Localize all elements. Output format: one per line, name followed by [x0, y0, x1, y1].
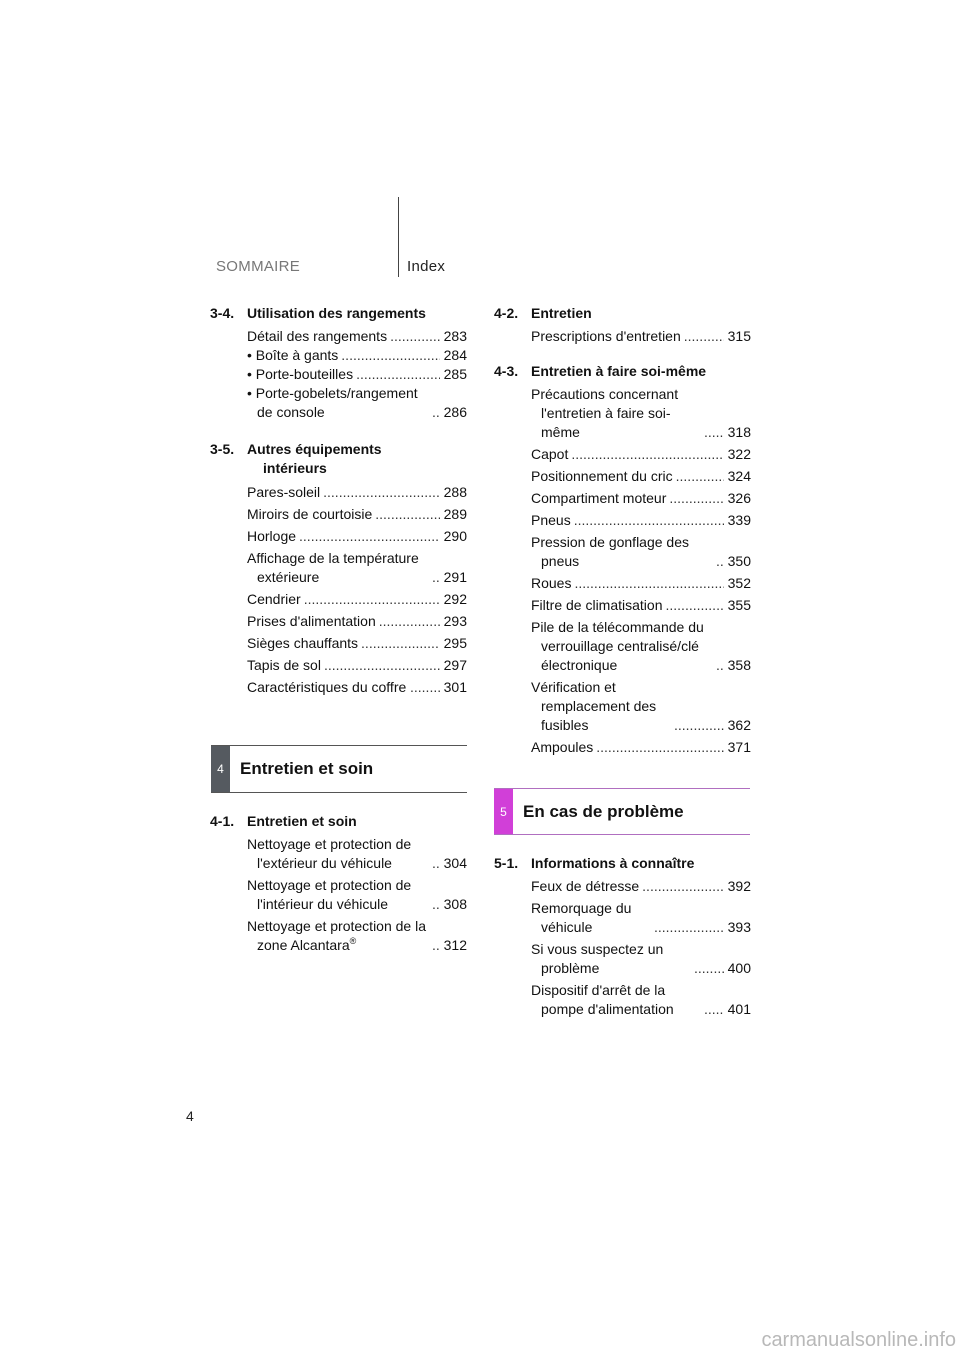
entry-page: 400: [727, 960, 751, 976]
entry-page: 315: [727, 328, 751, 344]
toc-entry[interactable]: [531, 596, 751, 615]
chapter-title: Entretien et soin: [240, 759, 374, 778]
toc-entry[interactable]: [531, 511, 751, 530]
toc-entry[interactable]: [247, 634, 467, 653]
toc-entry[interactable]: [247, 327, 467, 346]
toc-entry[interactable]: [247, 678, 467, 697]
toc-entry[interactable]: [247, 590, 467, 609]
entry-label: Nettoyage et protection de l'intérieur du véhicule: [247, 877, 412, 912]
entry-label: Tapis de sol: [247, 657, 321, 673]
page-number: 4: [186, 1108, 194, 1124]
section-title: Entretien et soin: [247, 813, 357, 829]
toc-entry[interactable]: [531, 533, 751, 571]
entry-page: 355: [727, 597, 751, 613]
toc-entry[interactable]: [247, 527, 467, 546]
entry-label: Prescriptions d'entretien: [531, 328, 681, 344]
entry-page: 350: [727, 553, 751, 569]
toc-entry[interactable]: [531, 877, 751, 896]
index-link[interactable]: Index: [407, 258, 446, 275]
toc-entry[interactable]: [247, 835, 467, 873]
toc-entry[interactable]: [247, 612, 467, 631]
section-title: Utilisation des rangements: [247, 305, 426, 321]
entry-label: Si vous suspectez un problème: [531, 941, 664, 976]
entry-page: 304: [443, 855, 467, 871]
toc-section-4-3[interactable]: [494, 362, 751, 381]
entry-page: 286: [443, 404, 467, 420]
toc-entry[interactable]: [247, 876, 467, 914]
entry-page: 312: [443, 937, 467, 953]
section-title: Informations à connaître: [531, 855, 695, 871]
toc-entry[interactable]: [531, 678, 751, 735]
toc-entry[interactable]: [247, 346, 467, 365]
entry-label: Roues: [531, 575, 572, 591]
watermark: carmanualsonline.info: [761, 1329, 956, 1351]
toc-column-right-lower: [494, 854, 751, 1019]
toc-column-left: [210, 304, 467, 697]
section-number: 4-2.: [494, 305, 519, 321]
section-title: Autres équipements intérieurs: [247, 441, 382, 476]
section-number: 4-1.: [210, 813, 235, 829]
entry-page: 297: [443, 657, 467, 673]
chapter-5-header[interactable]: [494, 788, 750, 835]
entry-label: • Porte-bouteilles: [247, 366, 354, 382]
entry-label: Cendrier: [247, 591, 301, 607]
entry-page: 393: [727, 919, 751, 935]
toc-entry[interactable]: [531, 899, 751, 937]
entry-page: 362: [727, 717, 751, 733]
entry-page: 308: [443, 896, 467, 912]
sommaire-link[interactable]: SOMMAIRE: [216, 258, 301, 275]
entry-label: Précautions concernant l'entretien à faire soi-même: [531, 386, 679, 440]
entry-page: 324: [727, 468, 751, 484]
entry-label: Pneus: [531, 512, 571, 528]
toc-section-3-4[interactable]: [210, 304, 467, 323]
entry-page: 293: [443, 613, 467, 629]
toc-entry[interactable]: [531, 467, 751, 486]
toc-section-4-1[interactable]: [210, 812, 467, 831]
toc-entry[interactable]: [247, 917, 467, 955]
entry-label: Dispositif d'arrêt de la pompe d'alimentation: [531, 982, 674, 1017]
toc-entry[interactable]: [247, 549, 467, 587]
entry-page: 289: [443, 506, 467, 522]
entry-label: Nettoyage et protection de l'extérieur du véhicule: [247, 836, 412, 871]
entry-page: 352: [727, 575, 751, 591]
entry-label: Pression de gonflage des pneus: [531, 534, 689, 569]
entry-label: Capot: [531, 446, 569, 462]
chapter-4-header[interactable]: [211, 745, 467, 793]
entry-label: Vérification et remplacement des fusibles: [531, 679, 657, 733]
section-title: Entretien: [531, 305, 592, 321]
entry-label: Affichage de la température extérieure: [247, 550, 419, 585]
entry-page: 322: [727, 446, 751, 462]
chapter-tab: 4: [211, 746, 230, 792]
entry-page: 326: [727, 490, 751, 506]
entry-label: Compartiment moteur: [531, 490, 667, 506]
section-number: 4-3.: [494, 363, 519, 379]
entry-label: Pile de la télécommande du verrouillage centralisé/clé électronique: [531, 619, 704, 673]
entry-label: Horloge: [247, 528, 297, 544]
toc-column-left-lower: [210, 812, 467, 955]
toc-entry[interactable]: [247, 656, 467, 675]
entry-page: 288: [443, 484, 467, 500]
toc-entry[interactable]: [247, 483, 467, 502]
toc-section-4-2[interactable]: [494, 304, 751, 323]
entry-label: Détail des rangements: [247, 328, 388, 344]
entry-page: 284: [443, 347, 467, 363]
section-number: 5-1.: [494, 855, 519, 871]
entry-page: 295: [443, 635, 467, 651]
entry-page: 371: [727, 739, 751, 755]
toc-entry[interactable]: [531, 385, 751, 442]
toc-entry[interactable]: [531, 574, 751, 593]
entry-label: • Porte-gobelets/rangement de console: [247, 385, 418, 420]
entry-page: 401: [727, 1001, 751, 1017]
chapter-title: En cas de problème: [523, 801, 684, 821]
toc-column-right: [494, 304, 751, 757]
entry-label: Positionnement du cric: [531, 468, 673, 484]
entry-page: 392: [727, 878, 751, 894]
entry-label: Remorquage du véhicule: [531, 900, 632, 935]
toc-entry[interactable]: [531, 738, 751, 757]
entry-page: 283: [443, 328, 467, 344]
section-number: 3-4.: [210, 305, 235, 321]
entry-page: 301: [443, 679, 467, 695]
entry-label: Sièges chauffants: [247, 635, 359, 651]
entry-page: 285: [443, 366, 467, 382]
entry-page: 292: [443, 591, 467, 607]
entry-page: 291: [443, 569, 467, 585]
toc-entry[interactable]: [531, 327, 751, 346]
toc-section-3-5[interactable]: [210, 440, 467, 478]
section-number: 3-5.: [210, 441, 235, 457]
toc-entry[interactable]: [531, 981, 751, 1019]
toc-entry[interactable]: [531, 940, 751, 978]
chapter-tab: 5: [494, 789, 513, 834]
entry-label: Caractéristiques du coffre: [247, 679, 407, 695]
entry-label: Pares-soleil: [247, 484, 321, 500]
entry-label: Ampoules: [531, 739, 594, 755]
section-title: Entretien à faire soi-même: [531, 363, 707, 379]
entry-page: 358: [727, 657, 751, 673]
entry-label: • Boîte à gants: [247, 347, 339, 363]
entry-label: Filtre de climatisation: [531, 597, 663, 613]
toc-entry[interactable]: [531, 445, 751, 464]
entry-page: 339: [727, 512, 751, 528]
entry-page: 318: [727, 424, 751, 440]
toc-entry[interactable]: [247, 365, 467, 384]
toc-entry[interactable]: [531, 489, 751, 508]
toc-section-5-1[interactable]: [494, 854, 751, 873]
toc-entry[interactable]: [531, 618, 751, 675]
entry-label-alcantara: Nettoyage et protection de la zone Alcantara®: [247, 918, 427, 953]
toc-entry[interactable]: [247, 384, 467, 422]
entry-page: 290: [443, 528, 467, 544]
entry-label: Prises d'alimentation: [247, 613, 376, 629]
toc-entry[interactable]: [247, 505, 467, 524]
header-divider: [398, 197, 399, 277]
entry-label: Miroirs de courtoisie: [247, 506, 373, 522]
entry-label: Feux de détresse: [531, 878, 640, 894]
